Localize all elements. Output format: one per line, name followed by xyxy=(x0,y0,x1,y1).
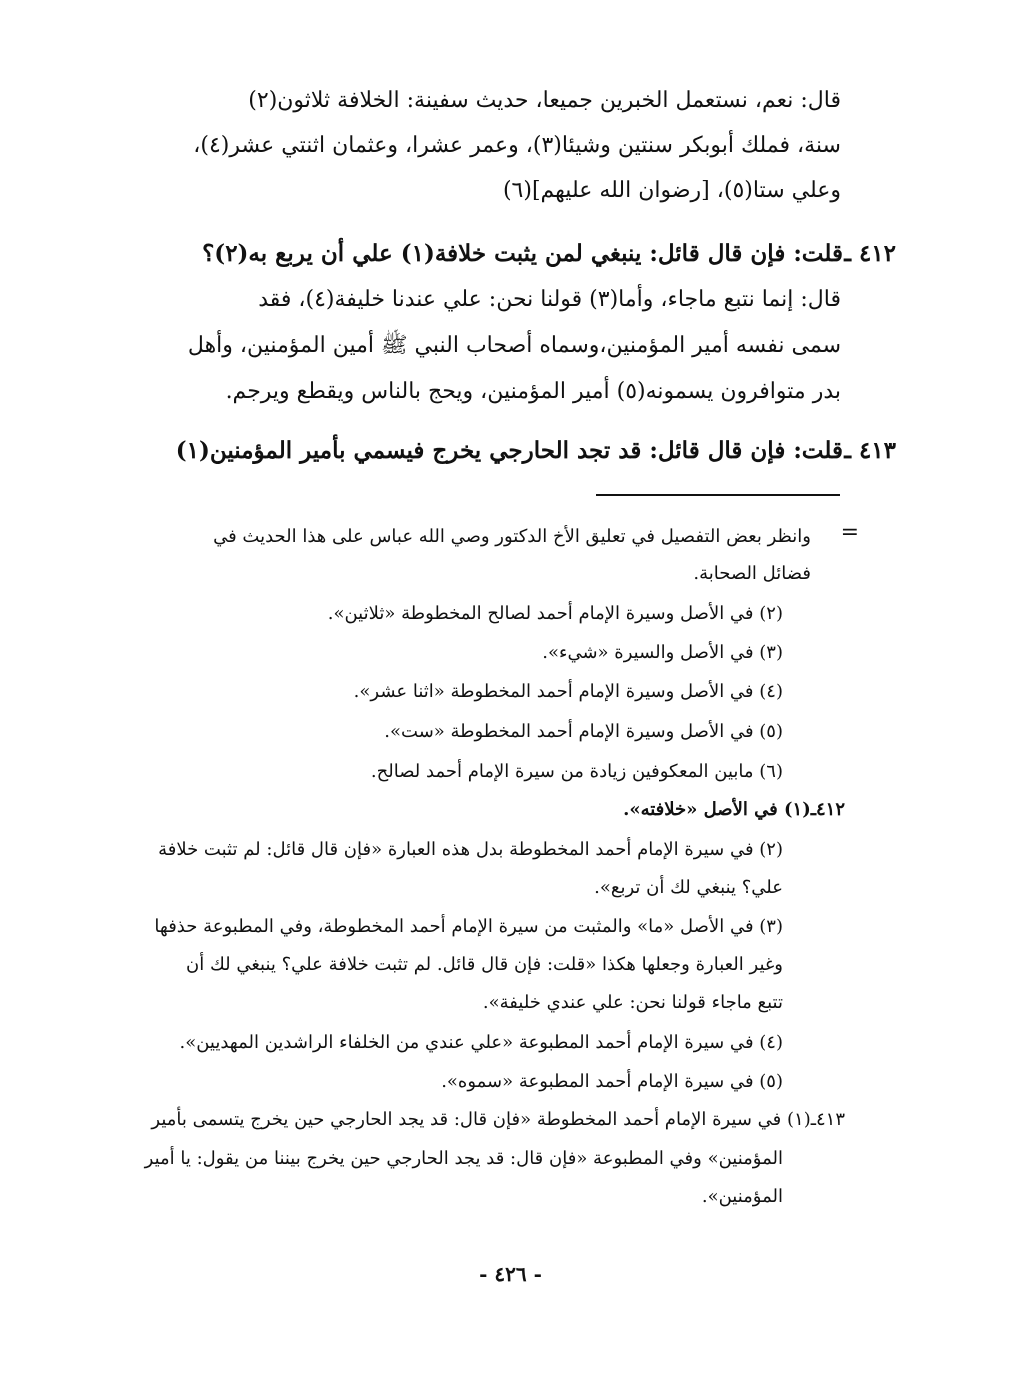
footnote-line: (٢) في سيرة الإمام أحمد المخطوطة بدل هذه العبارة «فإن قال قائل: لم تثبت خلافة xyxy=(158,839,783,860)
footnote-line: تتبع ماجاء قولنا نحن: علي عندي خليفة». xyxy=(482,992,783,1013)
footnote-line: وانظر بعض التفصيل في تعليق الأخ الدكتور وصي الله عباس على هذا الحديث في xyxy=(213,526,811,547)
item-412-heading: قلت: فإن قال قائل: ينبغي لمن يثبت خلافة(١) علي أن يربع به(٢)؟ xyxy=(202,240,843,267)
footnote-line: (٤) في الأصل وسيرة الإمام أحمد المخطوطة «اثنا عشر». xyxy=(353,681,783,702)
item-number-412: ٤١٢ ـ xyxy=(844,240,896,267)
footnote-line: (٣) في الأصل والسيرة «شيء». xyxy=(542,642,783,663)
item-number-413: ٤١٣ ـ xyxy=(844,437,896,464)
item-413-heading: قلت: فإن قال قائل: قد تجد الحارجي يخرج فيسمي بأمير المؤمنين(١) xyxy=(175,437,843,464)
page-number: - ٤٢٦ - xyxy=(479,1262,542,1286)
main-text-line: قال: نعم، نستعمل الخبرين جميعا، حديث سفينة: الخلافة ثلاثون(٢) xyxy=(248,88,841,113)
footnote-line: ٤١٢ـ(١) في الأصل «خلافته». xyxy=(623,799,845,820)
footnote-line: (٤) في سيرة الإمام أحمد المطبوعة «علي عندي من الخلفاء الراشدين المهديين». xyxy=(179,1032,783,1053)
continuation-mark: = xyxy=(840,520,859,545)
main-text-line: سمى نفسه أمير المؤمنين،وسماه أصحاب النبي ﷺ أمين المؤمنين، وأهل xyxy=(187,333,841,358)
main-text-line: قال: إنما نتبع ماجاء، وأما(٣) قولنا نحن: علي عندنا خليفة(٤)، فقد xyxy=(258,287,841,312)
main-text-line: وعلي ستا(٥)، [رضوان الله عليهم](٦) xyxy=(502,178,841,203)
footnote-line: فضائل الصحابة. xyxy=(693,563,811,584)
main-text-line: بدر متوافرون يسمونه(٥) أمير المؤمنين، ويحج بالناس ويقطع ويرجم. xyxy=(225,379,841,404)
footnote-line: ٤١٣ـ(١) في سيرة الإمام أحمد المخطوطة «فإن قال: قد يجد الحارجي حين يخرج يتسمى بأمير xyxy=(151,1109,845,1130)
footnote-line: (٦) مابين المعكوفين زيادة من سيرة الإمام أحمد لصالح. xyxy=(370,761,783,782)
footnote-line: المؤمنين». xyxy=(701,1186,783,1207)
footnote-line: (٥) في سيرة الإمام أحمد المطبوعة «سموه». xyxy=(441,1071,783,1092)
footnote-line: (٢) في الأصل وسيرة الإمام أحمد لصالح المخطوطة «ثلاثين». xyxy=(327,603,783,624)
footnote-line: المؤمنين» وفي المطبوعة «فإن قال: قد يجد الحارجي حين يخرج بيننا من يقول: يا أمير xyxy=(144,1148,783,1169)
footnote-separator xyxy=(596,494,840,496)
footnote-line: (٣) في الأصل «ما» والمثبت من سيرة الإمام أحمد المخطوطة، وفي المطبوعة حذفها xyxy=(154,916,783,937)
footnote-line: (٥) في الأصل وسيرة الإمام أحمد المخطوطة «ست». xyxy=(384,721,783,742)
footnote-line: وغير العبارة وجعلها هكذا «قلت: فإن قال قائل. لم تثبت خلافة علي؟ ينبغي لك أن xyxy=(186,954,783,975)
main-text-line: سنة، فملك أبوبكر سنتين وشيئا(٣)، وعمر عشرا، وعثمان اثنتي عشر(٤)، xyxy=(193,133,841,158)
footnote-line: علي؟ ينبغي لك أن تربع». xyxy=(594,877,783,898)
